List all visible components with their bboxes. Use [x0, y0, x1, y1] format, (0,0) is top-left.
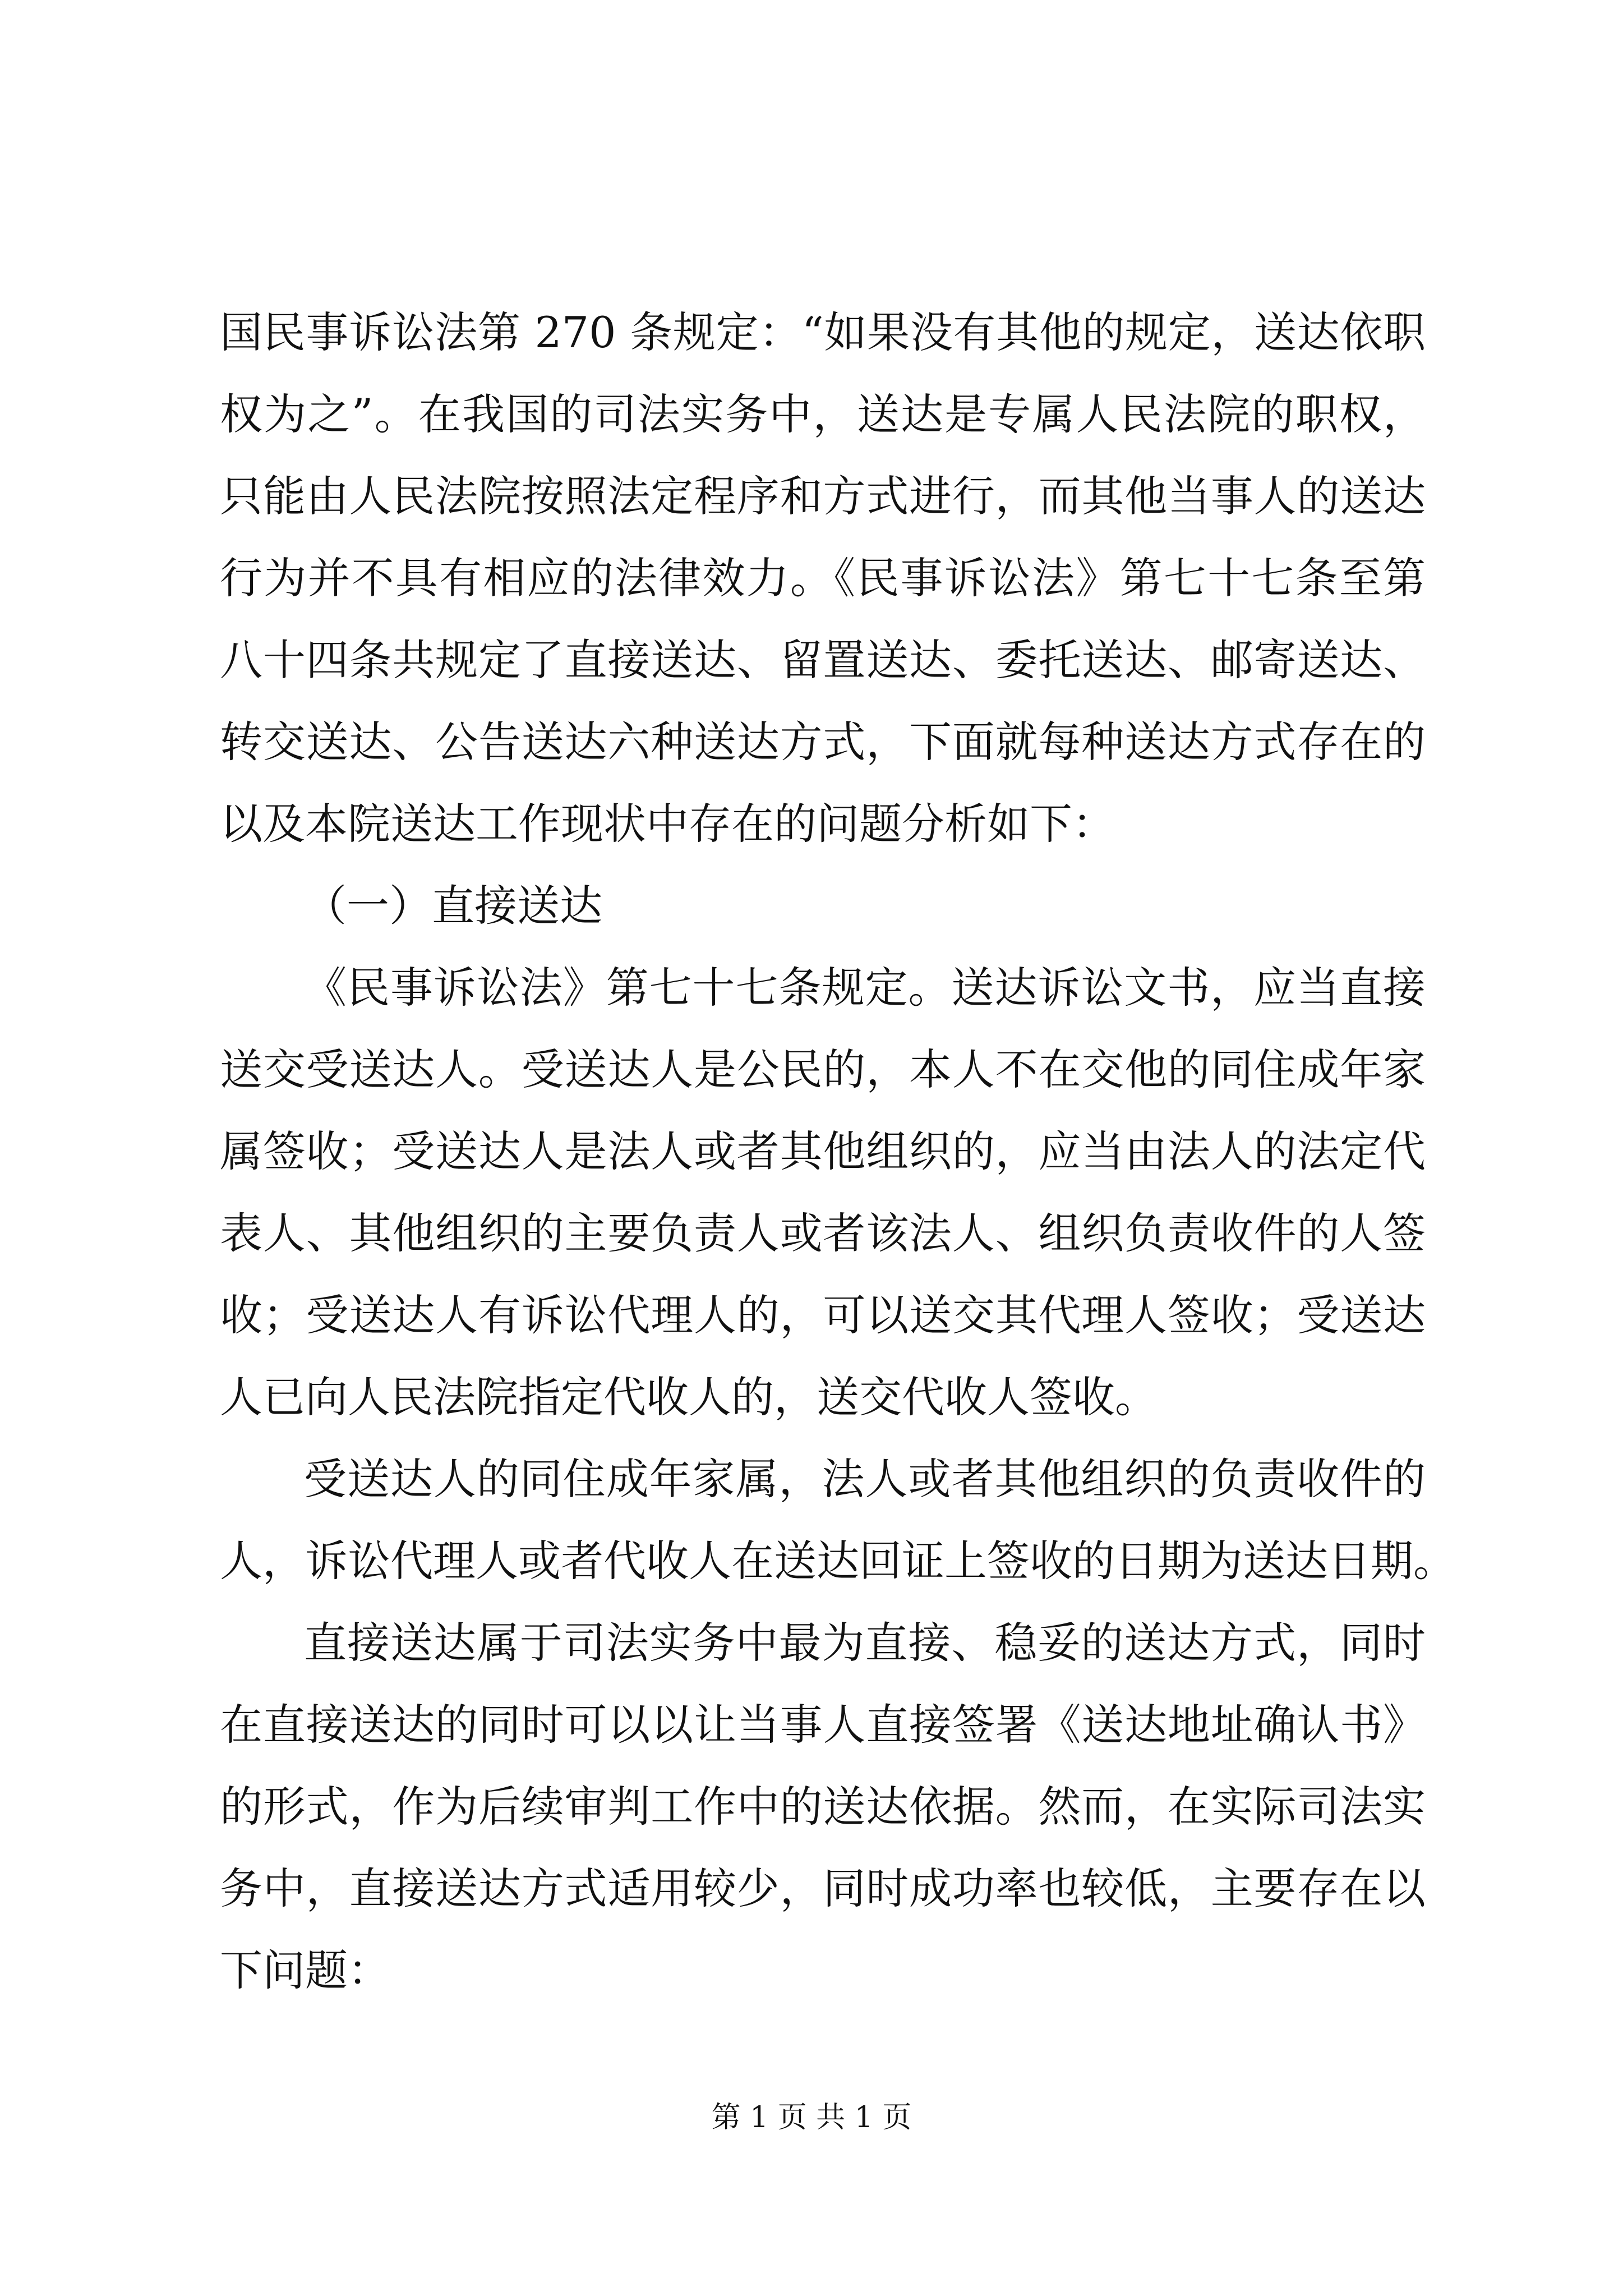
text-line: 只能由人民法院按照法定程序和方式进行，而其他当事人的送达	[220, 471, 1426, 521]
text-line: 表人、其他组织的主要负责人或者该法人、组织负责收件的人签	[220, 1208, 1426, 1258]
text-line: 直接送达属于司法实务中最为直接、稳妥的送达方式，同时	[304, 1618, 1426, 1668]
text-line: 下问题：	[220, 1945, 390, 1995]
text-line: 送交受送达人。受送达人是公民的，本人不在交他的同住成年家	[220, 1045, 1426, 1094]
text-line: 人已向人民法院指定代收人的，送交代收人签收。	[220, 1372, 1158, 1422]
document-body	[220, 292, 1456, 2012]
text-line: 属签收；受送达人是法人或者其他组织的，应当由法人的法定代	[220, 1126, 1426, 1176]
text-line: 以及本院送达工作现状中存在的问题分析如下：	[220, 799, 1115, 849]
text-line: 收；受送达人有诉讼代理人的，可以送交其代理人签收；受送达	[220, 1290, 1426, 1340]
page-footer: 第 1 页 共 1 页	[711, 2101, 912, 2134]
text-line: 行为并不具有相应的法律效力。《民事诉讼法》第七十七条至第	[220, 553, 1426, 603]
text-line: 人，诉讼代理人或者代收人在送达回证上签收的日期为送达日期。	[220, 1536, 1456, 1586]
text-line: 权为之”。在我国的司法实务中，送达是专属人民法院的职权，	[220, 389, 1426, 439]
text-line: 八十四条共规定了直接送达、留置送达、委托送达、邮寄送达、	[220, 635, 1426, 685]
section-heading: （一）直接送达	[304, 881, 602, 931]
text-line: 转交送达、公告送达六种送达方式，下面就每种送达方式存在的	[220, 717, 1426, 767]
text-line: 国民事诉讼法第 270 条规定：“如果没有其他的规定，送达依职	[220, 307, 1426, 357]
text-line: 《民事诉讼法》第七十七条规定。送达诉讼文书，应当直接	[304, 963, 1426, 1013]
text-line: 在直接送达的同时可以以让当事人直接签署《送达地址确认书》	[220, 1700, 1426, 1750]
text-line: 受送达人的同住成年家属，法人或者其他组织的负责收件的	[304, 1454, 1426, 1504]
text-line: 务中，直接送达方式适用较少，同时成功率也较低，主要存在以	[220, 1864, 1426, 1913]
text-line: 的形式，作为后续审判工作中的送达依据。然而，在实际司法实	[220, 1782, 1426, 1832]
